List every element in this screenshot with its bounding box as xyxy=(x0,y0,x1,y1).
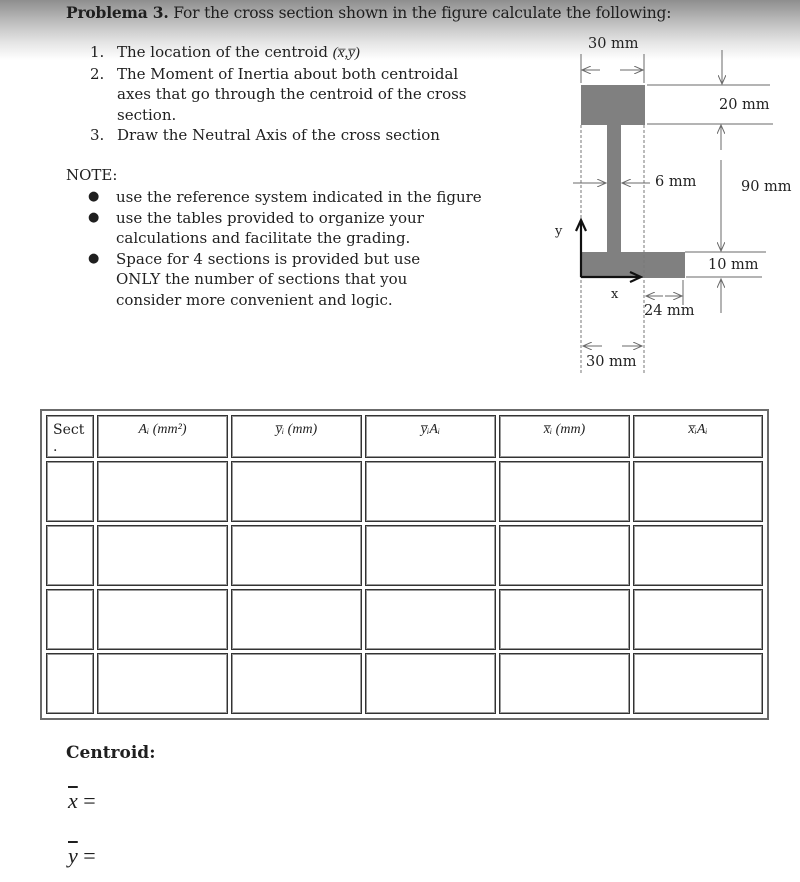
note-item xyxy=(88,187,518,208)
table-cell[interactable] xyxy=(46,589,94,650)
calculation-table xyxy=(40,409,769,720)
problem-title xyxy=(66,3,671,22)
table-cell[interactable] xyxy=(633,653,763,714)
bullet-icon: ● xyxy=(88,209,100,225)
table-header-row xyxy=(46,415,763,458)
table-cell[interactable] xyxy=(97,653,228,714)
xbar-equation xyxy=(68,788,96,814)
note-text: use the reference system indicated in the figure xyxy=(116,188,482,206)
cross-section-figure xyxy=(540,30,800,390)
table-cell[interactable] xyxy=(46,653,94,714)
task-item-1 xyxy=(90,42,490,64)
table-cell[interactable] xyxy=(499,589,630,650)
ybar-equation xyxy=(68,843,96,869)
table-cell[interactable] xyxy=(231,589,362,650)
note-item xyxy=(88,249,518,311)
table-cell[interactable] xyxy=(499,461,630,522)
header-area: Aᵢ (mm²) xyxy=(97,415,228,458)
table-cell[interactable] xyxy=(231,525,362,586)
header-xbar-area: x̅ᵢAᵢ xyxy=(633,415,763,458)
problem-text: For the cross section shown in the figure calculate the following: xyxy=(168,4,672,22)
bullet-icon: ● xyxy=(88,250,100,266)
table-cell[interactable] xyxy=(633,589,763,650)
header-ybar: y̅ᵢ (mm) xyxy=(231,415,362,458)
note-text: use the tables provided to organize your calculations and facilitate the grading. xyxy=(116,208,424,247)
centroid-heading: Centroid: xyxy=(66,743,156,763)
note-item xyxy=(88,208,518,249)
header-xbar: x̅ᵢ (mm) xyxy=(499,415,630,458)
task-text: The Moment of Inertia about both centroidal axes that go through the centroid of the cross section. xyxy=(117,64,467,124)
xbar-symbol: $\overline{x}$ xyxy=(68,788,78,813)
table-cell[interactable] xyxy=(46,461,94,522)
dim-bottom-flange-height: 10 mm xyxy=(708,257,759,273)
table-row xyxy=(46,653,763,714)
dim-top-width: 30 mm xyxy=(588,36,639,52)
task-number: 1. xyxy=(90,43,105,61)
ybar-symbol: $\overline{y}$ xyxy=(68,843,78,868)
note-text: Space for 4 sections is provided but use ONLY the number of sections that you consider more convenient and logic. xyxy=(116,249,421,309)
task-list xyxy=(90,42,490,146)
bullet-icon: ● xyxy=(88,189,100,204)
centroid-symbol: (x̅,y̅) xyxy=(332,45,360,61)
equals-sign: = xyxy=(77,843,96,868)
problem-label: Problema 3. xyxy=(66,3,169,22)
dim-web-thickness: 6 mm xyxy=(655,174,697,190)
table-cell[interactable] xyxy=(365,525,496,586)
table-cell[interactable] xyxy=(633,525,763,586)
cross-section-drawing xyxy=(540,30,800,390)
axis-x-label: x xyxy=(611,287,619,302)
table-cell[interactable] xyxy=(97,525,228,586)
table-cell[interactable] xyxy=(97,461,228,522)
table-cell[interactable] xyxy=(231,653,362,714)
task-text: Draw the Neutral Axis of the cross section xyxy=(117,126,440,144)
table-cell[interactable] xyxy=(633,461,763,522)
table-row xyxy=(46,589,763,650)
table-cell[interactable] xyxy=(231,461,362,522)
header-ybar-area: y̅ᵢAᵢ xyxy=(365,415,496,458)
task-number: 2. xyxy=(90,64,105,83)
table-cell[interactable] xyxy=(97,589,228,650)
table-row xyxy=(46,461,763,522)
dim-top-flange-height: 20 mm xyxy=(719,97,770,113)
task-item-2 xyxy=(90,64,490,126)
header-sect: Sect . xyxy=(46,415,94,458)
table-cell[interactable] xyxy=(365,653,496,714)
table-row xyxy=(46,525,763,586)
dim-bottom-width: 30 mm xyxy=(586,354,637,370)
table-cell[interactable] xyxy=(46,525,94,586)
axis-y-label: y xyxy=(555,224,563,239)
note-list xyxy=(88,187,518,310)
table-cell[interactable] xyxy=(499,653,630,714)
task-text: The location of the centroid xyxy=(117,43,333,61)
task-item-3 xyxy=(90,125,490,146)
task-number: 3. xyxy=(90,126,105,144)
dim-web-height: 90 mm xyxy=(741,179,792,195)
table-cell[interactable] xyxy=(365,461,496,522)
equals-sign: = xyxy=(77,788,96,813)
dim-bottom-overhang: 24 mm xyxy=(644,303,695,319)
table-cell[interactable] xyxy=(499,525,630,586)
table-cell[interactable] xyxy=(365,589,496,650)
note-label: NOTE: xyxy=(66,166,118,184)
